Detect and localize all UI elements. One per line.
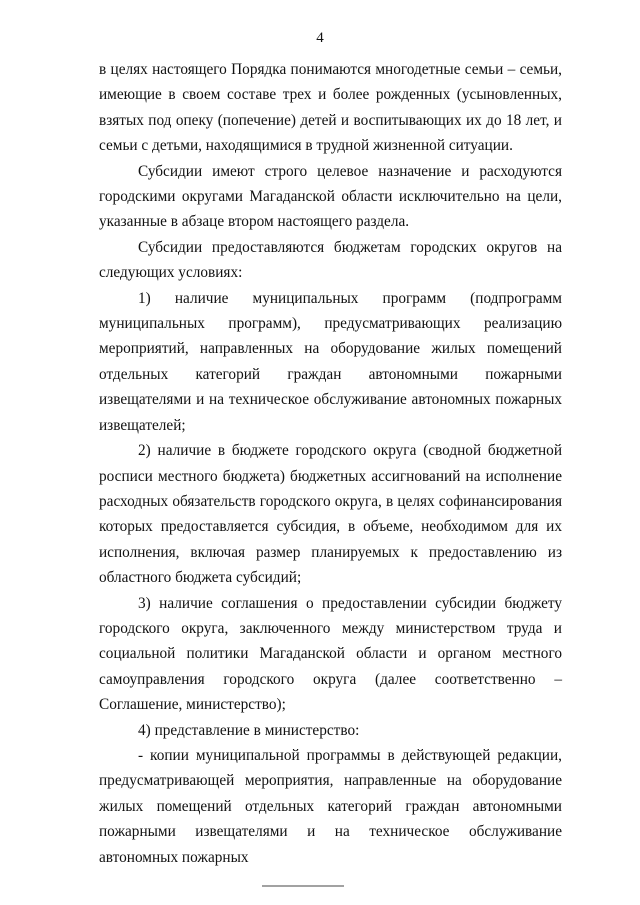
- document-body: [99, 57, 562, 870]
- scan-artifact-line: [262, 885, 344, 887]
- paragraph-definition-continuation: в целях настоящего Порядка понимаются многодетные семьи – семьи, имеющие в своем составе трех и более рожденных (усыновленных, взятых под опеку (попечение) детей и воспитывающих их до 18 лет, и семьи с детьми, находящимися в трудной жизненной ситуации.: [99, 61, 562, 155]
- page-number: 4: [316, 30, 324, 46]
- list-item-program-copy: - копии муниципальной программы в действующей редакции, предусматривающей мероприятия, направленные на оборудование жилых помещений отдельных категорий граждан автономными пожарными извещателями и на техническое обслуживание автономных пожарных: [99, 746, 562, 866]
- list-item-condition-3: 3) наличие соглашения о предоставлении субсидии бюджету городского округа, заключенного между министерством труда и социальной политики Магаданской области и органом местного самоуправления городского округа (далее соответственно – Соглашение, министерство);: [99, 594, 562, 714]
- list-item-condition-4: 4) представление в министерство:: [138, 721, 360, 739]
- paragraph-subsidy-purpose: Субсидии имеют строго целевое назначение и расходуются городскими округами Магаданской области исключительно на цели, указанные в абзаце втором настоящего раздела.: [99, 162, 562, 231]
- list-item-condition-1: 1) наличие муниципальных программ (подпрограмм муниципальных программ), предусматривающих реализацию мероприятий, направленных на оборудование жилых помещений отдельных категорий граждан автономными пожарными извещателями и на техническое обслуживание автономных пожарных извещателей;: [99, 289, 562, 434]
- list-item-condition-2: 2) наличие в бюджете городского округа (сводной бюджетной росписи местного бюджета) бюджетных ассигнований на исполнение расходных обязательств городского округа, в целях софинансирования которых предоставляется субсидия, в объеме, необходимом для их исполнения, включая размер планируемых к предоставлению из областного бюджета субсидий;: [99, 442, 562, 587]
- paragraph-subsidy-conditions: Субсидии предоставляются бюджетам городских округов на следующих условиях:: [99, 238, 562, 282]
